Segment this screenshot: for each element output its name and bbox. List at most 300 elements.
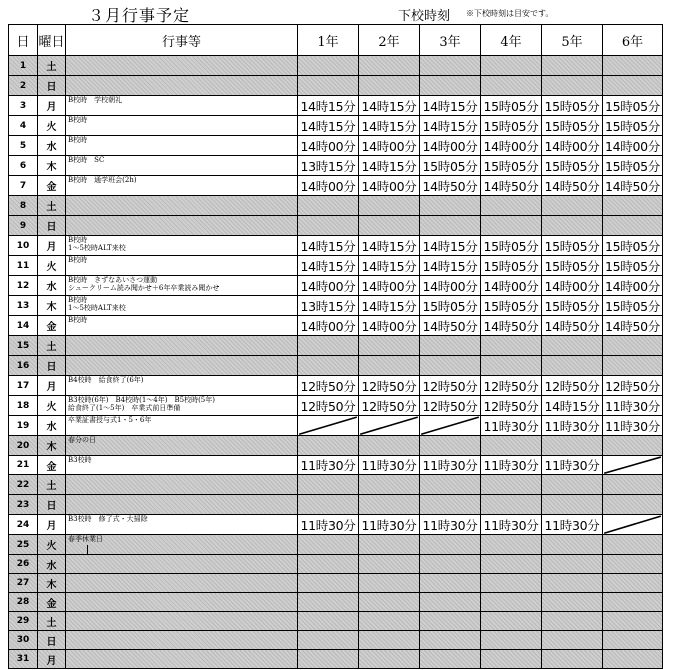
weekday-cell: 日: [38, 495, 66, 515]
dismissal-time-cell: [603, 612, 663, 631]
event-text: B校時 SC: [68, 156, 105, 164]
day-cell: 4: [9, 116, 38, 136]
dismissal-time-cell: 15時05分: [603, 256, 663, 276]
dismissal-time-cell: 14時15分: [420, 236, 481, 256]
event-text: B校時: [68, 316, 88, 324]
weekday-cell: 日: [38, 356, 66, 376]
no-class-slash-cell: [298, 416, 359, 436]
dismissal-time-cell: [359, 475, 420, 495]
slash-mark: [603, 515, 662, 534]
dismissal-time-cell: 15時05分: [481, 116, 542, 136]
dismissal-time-cell: [298, 593, 359, 612]
dismissal-time-cell: [603, 196, 663, 216]
dismissal-time-cell: [420, 631, 481, 650]
dismissal-time-cell: [298, 475, 359, 495]
event-cell: [66, 416, 298, 436]
day-cell: 13: [9, 296, 38, 316]
event-cell: [66, 612, 298, 631]
weekday-cell: 土: [38, 475, 66, 495]
event-text: B校時 きずなあいさつ運動: [68, 276, 158, 284]
dismissal-time-cell: 11時30分: [603, 416, 663, 436]
dismissal-time-cell: 14時15分: [359, 236, 420, 256]
dismissal-time-cell: [481, 196, 542, 216]
dismissal-time-cell: 12時50分: [359, 396, 420, 416]
dismissal-time-cell: 14時15分: [359, 296, 420, 316]
weekday-cell: 日: [38, 76, 66, 96]
dismissal-time-cell: [359, 436, 420, 456]
slash-mark: [420, 416, 480, 435]
weekday-cell: 土: [38, 56, 66, 76]
dismissal-time-cell: [542, 336, 603, 356]
day-cell: 31: [9, 650, 38, 669]
day-cell: 23: [9, 495, 38, 515]
dismissal-time-cell: 15時05分: [481, 296, 542, 316]
weekday-cell: 土: [38, 336, 66, 356]
dismissal-time-cell: 12時50分: [481, 376, 542, 396]
dismissal-time-cell: [359, 631, 420, 650]
dismissal-time-cell: [481, 436, 542, 456]
header-grade-5: 5年: [542, 25, 603, 56]
dismissal-time-cell: 11時30分: [420, 456, 481, 475]
dismissal-time-cell: [542, 593, 603, 612]
day-cell: 29: [9, 612, 38, 631]
table-row: [9, 535, 663, 555]
day-cell: 15: [9, 336, 38, 356]
dismissal-time-cell: [359, 495, 420, 515]
table-row: [9, 96, 663, 116]
dismissal-time-cell: [359, 574, 420, 593]
slash-mark: [603, 456, 662, 474]
event-text: B3校時 修了式・大掃除: [68, 515, 148, 523]
table-row: [9, 336, 663, 356]
weekday-cell: 金: [38, 456, 66, 475]
dismissal-time-cell: [542, 650, 603, 669]
dismissal-time-cell: [420, 574, 481, 593]
table-row: [9, 574, 663, 593]
day-cell: 17: [9, 376, 38, 396]
dismissal-time-cell: 14時00分: [481, 136, 542, 156]
dismissal-time-cell: 11時30分: [481, 456, 542, 475]
dismissal-time-cell: [603, 631, 663, 650]
dismissal-time-cell: 15時05分: [542, 296, 603, 316]
dismissal-time-cell: 14時15分: [420, 256, 481, 276]
dismissal-time-cell: [298, 76, 359, 96]
dismissal-time-cell: [603, 336, 663, 356]
event-text: B校時 通学班会(2h): [68, 176, 137, 184]
no-class-slash-cell: [420, 416, 481, 436]
dismissal-time-cell: 14時00分: [298, 276, 359, 296]
dismissal-time-cell: 11時30分: [481, 416, 542, 436]
table-row: [9, 495, 663, 515]
slash-mark: [298, 416, 358, 435]
dismissal-time-cell: [542, 356, 603, 376]
dismissal-time-cell: 14時50分: [542, 316, 603, 336]
dismissal-time-cell: [420, 336, 481, 356]
dismissal-time-cell: 11時30分: [359, 515, 420, 535]
dismissal-time-cell: [542, 555, 603, 574]
event-cell: [66, 336, 298, 356]
event-text: B4校時 給食終了(6年): [68, 376, 144, 384]
dismissal-time-cell: 14時50分: [420, 176, 481, 196]
dismissal-time-cell: [359, 612, 420, 631]
dismissal-time-cell: 15時05分: [542, 96, 603, 116]
dismissal-time-cell: [420, 535, 481, 555]
dismissal-time-cell: [359, 56, 420, 76]
event-cell: [66, 216, 298, 236]
event-text: B3校時(6年) B4校時(1～4年) B5校時(5年): [68, 396, 215, 404]
weekday-cell: 水: [38, 136, 66, 156]
table-row: [9, 276, 663, 296]
dismissal-time-cell: [420, 356, 481, 376]
dismissal-time-cell: 14時00分: [359, 176, 420, 196]
header-grade-4: 4年: [481, 25, 542, 56]
event-cell: [66, 631, 298, 650]
table-row: [9, 631, 663, 650]
day-cell: 10: [9, 236, 38, 256]
page-title: ３月行事予定: [88, 6, 191, 25]
day-cell: 1: [9, 56, 38, 76]
table-row: [9, 416, 663, 436]
dismissal-time-cell: 15時05分: [481, 156, 542, 176]
dismissal-time-cell: [603, 535, 663, 555]
dismissal-time-cell: 11時30分: [542, 456, 603, 475]
weekday-cell: 日: [38, 631, 66, 650]
slash-mark: [359, 416, 419, 435]
day-cell: 9: [9, 216, 38, 236]
event-text: 春分の日: [68, 436, 96, 444]
event-cell: [66, 495, 298, 515]
dismissal-time-cell: 11時30分: [298, 515, 359, 535]
dismissal-time-cell: [298, 612, 359, 631]
weekday-cell: 月: [38, 236, 66, 256]
header-grade-1: 1年: [298, 25, 359, 56]
table-row: [9, 216, 663, 236]
dismissal-time-cell: [603, 76, 663, 96]
dismissal-time-cell: 14時50分: [481, 316, 542, 336]
weekday-cell: 火: [38, 535, 66, 555]
day-cell: 24: [9, 515, 38, 535]
weekday-cell: 土: [38, 196, 66, 216]
dismissal-time-cell: [481, 631, 542, 650]
dismissal-time-cell: 15時05分: [481, 236, 542, 256]
dismissal-time-cell: [298, 631, 359, 650]
dismissal-time-cell: [603, 475, 663, 495]
dismissal-time-cell: 14時00分: [603, 136, 663, 156]
dismissal-time-cell: [481, 336, 542, 356]
dismissal-time-cell: 14時00分: [298, 176, 359, 196]
table-row: [9, 236, 663, 256]
table-row: [9, 475, 663, 495]
dismissal-time-cell: 14時00分: [603, 276, 663, 296]
dismissal-time-cell: [542, 475, 603, 495]
weekday-cell: 月: [38, 376, 66, 396]
dismissal-time-cell: [481, 535, 542, 555]
dismissal-time-cell: [542, 574, 603, 593]
schedule-table: [8, 24, 663, 669]
dismissal-time-cell: [481, 574, 542, 593]
dismissal-time-cell: 12時50分: [542, 376, 603, 396]
dismissal-time-cell: 15時05分: [603, 236, 663, 256]
dismissal-time-cell: 14時15分: [298, 236, 359, 256]
dismissal-time-cell: [481, 356, 542, 376]
dismissal-time-label: 下校時刻: [398, 9, 451, 24]
dismissal-time-cell: 11時30分: [359, 456, 420, 475]
table-row: [9, 456, 663, 475]
weekday-cell: 金: [38, 176, 66, 196]
dismissal-time-cell: 11時30分: [481, 515, 542, 535]
dismissal-time-cell: 15時05分: [542, 236, 603, 256]
weekday-cell: 水: [38, 416, 66, 436]
header-grade-3: 3年: [420, 25, 481, 56]
day-cell: 25: [9, 535, 38, 555]
dismissal-time-cell: 14時00分: [359, 276, 420, 296]
dismissal-time-cell: 11時30分: [420, 515, 481, 535]
event-cell: [66, 515, 298, 535]
dismissal-time-cell: 14時50分: [420, 316, 481, 336]
event-cell: [66, 96, 298, 116]
dismissal-time-cell: 14時15分: [420, 96, 481, 116]
dismissal-time-cell: 14時00分: [420, 276, 481, 296]
event-cell: [66, 555, 298, 574]
day-cell: 11: [9, 256, 38, 276]
day-cell: 7: [9, 176, 38, 196]
dismissal-time-cell: [481, 555, 542, 574]
event-text: B校時: [68, 296, 88, 304]
dismissal-time-cell: 13時15分: [298, 296, 359, 316]
dismissal-time-cell: 11時30分: [298, 456, 359, 475]
dismissal-time-cell: [603, 593, 663, 612]
dismissal-time-cell: [298, 216, 359, 236]
dismissal-time-cell: [420, 593, 481, 612]
day-cell: 2: [9, 76, 38, 96]
day-cell: 6: [9, 156, 38, 176]
dismissal-time-cell: [542, 56, 603, 76]
table-row: [9, 256, 663, 276]
header-row: [9, 25, 663, 56]
weekday-cell: 木: [38, 156, 66, 176]
dismissal-time-cell: [603, 574, 663, 593]
dismissal-time-cell: 15時05分: [481, 96, 542, 116]
weekday-cell: 火: [38, 116, 66, 136]
event-cell: [66, 456, 298, 475]
dismissal-time-cell: [420, 650, 481, 669]
weekday-cell: 日: [38, 216, 66, 236]
day-cell: 28: [9, 593, 38, 612]
event-cell: [66, 436, 298, 456]
weekday-cell: 金: [38, 316, 66, 336]
schedule-body: [9, 56, 663, 669]
dismissal-time-cell: 15時05分: [603, 156, 663, 176]
weekday-cell: 月: [38, 650, 66, 669]
dismissal-time-cell: 14時00分: [420, 136, 481, 156]
dismissal-time-cell: [481, 495, 542, 515]
dismissal-time-cell: [420, 495, 481, 515]
dismissal-time-cell: [542, 535, 603, 555]
day-cell: 3: [9, 96, 38, 116]
weekday-cell: 月: [38, 515, 66, 535]
weekday-cell: 木: [38, 436, 66, 456]
dismissal-time-cell: 15時05分: [603, 116, 663, 136]
event-text: B3校時: [68, 456, 92, 464]
event-text: シュークリーム読み聞かせ＋6年卒業読み聞かせ: [68, 284, 220, 292]
dismissal-time-cell: [603, 650, 663, 669]
dismissal-time-cell: [420, 475, 481, 495]
dismissal-time-cell: 12時50分: [298, 396, 359, 416]
dismissal-time-cell: [542, 196, 603, 216]
dismissal-time-cell: 14時00分: [298, 316, 359, 336]
event-text: 1～5校時ALT来校: [68, 304, 126, 312]
dismissal-time-cell: [420, 555, 481, 574]
day-cell: 14: [9, 316, 38, 336]
dismissal-time-cell: [603, 216, 663, 236]
dismissal-time-cell: 12時50分: [420, 396, 481, 416]
continuation-arrow-line: [87, 545, 88, 555]
dismissal-time-cell: [542, 495, 603, 515]
dismissal-time-cell: 12時50分: [298, 376, 359, 396]
dismissal-time-cell: 14時15分: [359, 96, 420, 116]
dismissal-time-cell: [359, 555, 420, 574]
event-text: B校時: [68, 136, 88, 144]
dismissal-time-cell: [542, 216, 603, 236]
dismissal-time-cell: 14時15分: [359, 156, 420, 176]
dismissal-time-cell: [359, 216, 420, 236]
table-row: [9, 116, 663, 136]
dismissal-time-note: ※下校時刻は目安です。: [466, 9, 554, 18]
dismissal-time-cell: [603, 555, 663, 574]
dismissal-time-cell: [603, 356, 663, 376]
dismissal-time-cell: 14時15分: [542, 396, 603, 416]
weekday-cell: 木: [38, 574, 66, 593]
weekday-cell: 土: [38, 612, 66, 631]
dismissal-time-cell: [359, 593, 420, 612]
weekday-cell: 水: [38, 276, 66, 296]
event-cell: [66, 650, 298, 669]
event-cell: [66, 116, 298, 136]
no-class-slash-cell: [603, 515, 663, 535]
weekday-cell: 火: [38, 256, 66, 276]
table-row: [9, 650, 663, 669]
dismissal-time-cell: 15時05分: [542, 116, 603, 136]
dismissal-time-cell: [359, 76, 420, 96]
dismissal-time-cell: [481, 475, 542, 495]
dismissal-time-cell: [359, 336, 420, 356]
dismissal-time-cell: 14時15分: [298, 116, 359, 136]
table-row: [9, 56, 663, 76]
table-row: [9, 376, 663, 396]
dismissal-time-cell: [298, 336, 359, 356]
day-cell: 19: [9, 416, 38, 436]
event-cell: [66, 136, 298, 156]
dismissal-time-cell: 11時30分: [542, 515, 603, 535]
dismissal-time-cell: 12時50分: [481, 396, 542, 416]
table-row: [9, 356, 663, 376]
event-text: 春季休業日: [68, 535, 103, 543]
table-row: [9, 76, 663, 96]
dismissal-time-cell: 14時00分: [298, 136, 359, 156]
day-cell: 16: [9, 356, 38, 376]
header-day: 日: [9, 25, 38, 56]
dismissal-time-cell: [481, 650, 542, 669]
dismissal-time-cell: 14時00分: [359, 316, 420, 336]
dismissal-time-cell: 14時00分: [542, 136, 603, 156]
dismissal-time-cell: 14時15分: [420, 116, 481, 136]
day-cell: 5: [9, 136, 38, 156]
weekday-cell: 水: [38, 555, 66, 574]
dismissal-time-cell: 12時50分: [359, 376, 420, 396]
dismissal-time-cell: 14時50分: [603, 316, 663, 336]
dismissal-time-cell: [359, 650, 420, 669]
dismissal-time-cell: 14時15分: [359, 116, 420, 136]
day-cell: 18: [9, 396, 38, 416]
dismissal-time-cell: [359, 196, 420, 216]
day-cell: 30: [9, 631, 38, 650]
dismissal-time-cell: 14時00分: [481, 276, 542, 296]
dismissal-time-cell: 14時50分: [542, 176, 603, 196]
header-grade-6: 6年: [603, 25, 663, 56]
event-cell: [66, 256, 298, 276]
event-cell: [66, 76, 298, 96]
dismissal-time-cell: 11時30分: [603, 396, 663, 416]
event-text: B校時: [68, 116, 88, 124]
dismissal-time-cell: [359, 356, 420, 376]
event-cell: [66, 56, 298, 76]
table-row: [9, 436, 663, 456]
table-row: [9, 612, 663, 631]
table-row: [9, 396, 663, 416]
dismissal-time-cell: [298, 650, 359, 669]
dismissal-time-cell: [420, 196, 481, 216]
day-cell: 26: [9, 555, 38, 574]
event-cell: [66, 296, 298, 316]
dismissal-time-cell: [298, 196, 359, 216]
dismissal-time-cell: [298, 495, 359, 515]
dismissal-time-cell: [481, 216, 542, 236]
event-cell: [66, 316, 298, 336]
dismissal-time-cell: [298, 574, 359, 593]
event-cell: [66, 236, 298, 256]
event-cell: [66, 574, 298, 593]
dismissal-time-cell: 11時30分: [542, 416, 603, 436]
dismissal-time-cell: [420, 56, 481, 76]
header-events: 行事等: [66, 25, 298, 56]
dismissal-time-cell: 14時50分: [603, 176, 663, 196]
dismissal-time-cell: 15時05分: [420, 156, 481, 176]
dismissal-time-cell: 14時15分: [359, 256, 420, 276]
dismissal-time-cell: [603, 56, 663, 76]
dismissal-time-cell: [542, 631, 603, 650]
event-text: 1～5校時ALT来校: [68, 244, 126, 252]
dismissal-time-cell: 15時05分: [603, 296, 663, 316]
dismissal-time-cell: 12時50分: [603, 376, 663, 396]
dismissal-time-cell: [420, 436, 481, 456]
dismissal-time-cell: [298, 535, 359, 555]
dismissal-time-cell: 15時05分: [603, 96, 663, 116]
dismissal-time-cell: 14時15分: [298, 96, 359, 116]
event-text: B校時 学校朝礼: [68, 96, 123, 104]
dismissal-time-cell: 15時05分: [420, 296, 481, 316]
day-cell: 12: [9, 276, 38, 296]
event-text: B校時: [68, 236, 88, 244]
dismissal-time-cell: [298, 555, 359, 574]
table-row: [9, 196, 663, 216]
event-cell: [66, 376, 298, 396]
event-cell: [66, 196, 298, 216]
table-row: [9, 136, 663, 156]
dismissal-time-cell: [542, 436, 603, 456]
event-cell: [66, 176, 298, 196]
table-row: [9, 555, 663, 574]
header-grade-2: 2年: [359, 25, 420, 56]
